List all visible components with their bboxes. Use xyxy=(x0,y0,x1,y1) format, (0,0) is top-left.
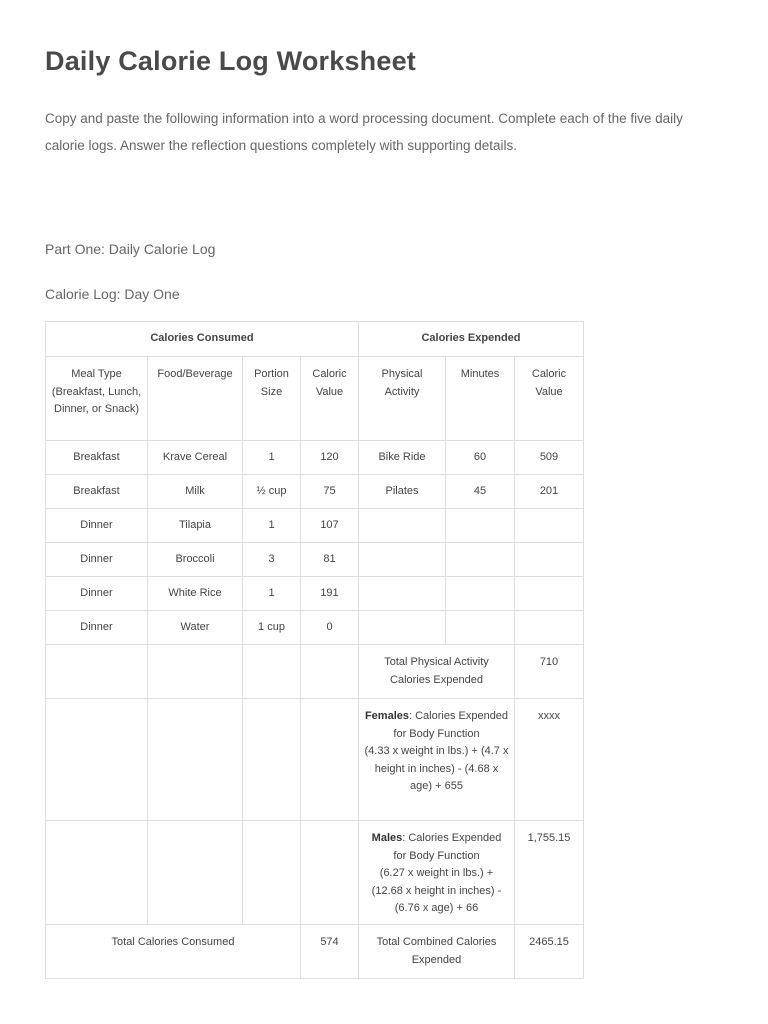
cell-activity-caloric-value xyxy=(515,509,584,543)
females-value: xxxx xyxy=(515,699,584,821)
table-row xyxy=(46,441,584,475)
cell-portion: 3 xyxy=(243,543,301,577)
cell-activity xyxy=(359,611,446,645)
table-row xyxy=(46,475,584,509)
calories-expended-heading: Calories Expended xyxy=(359,322,584,357)
cell-activity: Bike Ride xyxy=(359,441,446,475)
cell-portion: 1 xyxy=(243,441,301,475)
header-activity-caloric-value: Caloric Value xyxy=(515,357,584,441)
males-text: : Calories Expended for Body Function xyxy=(393,832,502,862)
empty-cell xyxy=(148,645,243,699)
cell-caloric-value: 120 xyxy=(301,441,359,475)
header-food-beverage: Food/Beverage xyxy=(148,357,243,441)
cell-caloric-value: 107 xyxy=(301,509,359,543)
cell-activity xyxy=(359,543,446,577)
empty-cell xyxy=(301,645,359,699)
total-activity-row xyxy=(46,645,584,699)
cell-caloric-value: 75 xyxy=(301,475,359,509)
empty-cell xyxy=(301,821,359,925)
header-caloric-value: Caloric Value xyxy=(301,357,359,441)
intro-paragraph: Copy and paste the following information into a word processing document. Complete each of the five daily calorie logs. Answer the reflection questions completely with supporting details. xyxy=(45,111,683,153)
cell-activity-caloric-value: 509 xyxy=(515,441,584,475)
total-combined-label: Total Combined Calories Expended xyxy=(359,925,515,979)
cell-food: Krave Cereal xyxy=(148,441,243,475)
cell-activity-caloric-value xyxy=(515,577,584,611)
males-label: Males xyxy=(371,832,403,844)
cell-minutes xyxy=(446,577,515,611)
females-formula: (4.33 x weight in lbs.) + (4.7 x height in inches) - (4.68 x age) + 655 xyxy=(364,745,509,792)
cell-food: Broccoli xyxy=(148,543,243,577)
cell-food: Water xyxy=(148,611,243,645)
empty-cell xyxy=(46,699,148,821)
total-activity-value: 710 xyxy=(515,645,584,699)
empty-cell xyxy=(46,645,148,699)
cell-portion: 1 cup xyxy=(243,611,301,645)
empty-cell xyxy=(148,821,243,925)
empty-cell xyxy=(243,645,301,699)
page-title: Daily Calorie Log Worksheet xyxy=(45,46,416,76)
cell-activity xyxy=(359,509,446,543)
header-meal-type: Meal Type (Breakfast, Lunch, Dinner, or Snack) xyxy=(46,357,148,441)
cell-meal: Breakfast xyxy=(46,441,148,475)
calories-consumed-heading: Calories Consumed xyxy=(46,322,359,357)
females-text: : Calories Expended for Body Function xyxy=(393,710,509,740)
males-formula: (6.27 x weight in lbs.) + (12.68 x height in inches) - (6.76 x age) + 66 xyxy=(371,867,502,914)
log-heading: Calorie Log: Day One xyxy=(45,286,180,302)
total-activity-label: Total Physical Activity Calories Expended xyxy=(359,645,515,699)
cell-activity-caloric-value xyxy=(515,543,584,577)
column-header-row xyxy=(46,357,584,441)
cell-activity: Pilates xyxy=(359,475,446,509)
cell-meal: Dinner xyxy=(46,577,148,611)
calorie-log-table xyxy=(45,321,584,979)
males-value: 1,755.15 xyxy=(515,821,584,925)
males-row xyxy=(46,821,584,925)
cell-minutes: 60 xyxy=(446,441,515,475)
cell-caloric-value: 191 xyxy=(301,577,359,611)
empty-cell xyxy=(46,821,148,925)
total-consumed-label: Total Calories Consumed xyxy=(46,925,301,979)
cell-food: Milk xyxy=(148,475,243,509)
cell-portion: ½ cup xyxy=(243,475,301,509)
females-label: Females xyxy=(364,710,409,722)
males-formula-cell xyxy=(359,821,515,925)
cell-meal: Breakfast xyxy=(46,475,148,509)
empty-cell xyxy=(243,821,301,925)
cell-minutes xyxy=(446,509,515,543)
table-row xyxy=(46,543,584,577)
table-row xyxy=(46,577,584,611)
cell-meal: Dinner xyxy=(46,509,148,543)
header-portion-size: Portion Size xyxy=(243,357,301,441)
section-header-row xyxy=(46,322,584,357)
table-row xyxy=(46,509,584,543)
part-heading: Part One: Daily Calorie Log xyxy=(45,241,216,257)
cell-minutes: 45 xyxy=(446,475,515,509)
cell-caloric-value: 0 xyxy=(301,611,359,645)
header-physical-activity: Physical Activity xyxy=(359,357,446,441)
table-row xyxy=(46,611,584,645)
cell-activity xyxy=(359,577,446,611)
cell-activity-caloric-value: 201 xyxy=(515,475,584,509)
cell-meal: Dinner xyxy=(46,611,148,645)
empty-cell xyxy=(301,699,359,821)
cell-activity-caloric-value xyxy=(515,611,584,645)
cell-minutes xyxy=(446,611,515,645)
cell-caloric-value: 81 xyxy=(301,543,359,577)
total-consumed-value: 574 xyxy=(301,925,359,979)
females-formula-cell xyxy=(359,699,515,821)
cell-food: Tilapia xyxy=(148,509,243,543)
cell-minutes xyxy=(446,543,515,577)
empty-cell xyxy=(148,699,243,821)
females-row xyxy=(46,699,584,821)
totals-row xyxy=(46,925,584,979)
total-combined-value: 2465.15 xyxy=(515,925,584,979)
cell-food: White Rice xyxy=(148,577,243,611)
cell-meal: Dinner xyxy=(46,543,148,577)
cell-portion: 1 xyxy=(243,509,301,543)
cell-portion: 1 xyxy=(243,577,301,611)
empty-cell xyxy=(243,699,301,821)
header-minutes: Minutes xyxy=(446,357,515,441)
